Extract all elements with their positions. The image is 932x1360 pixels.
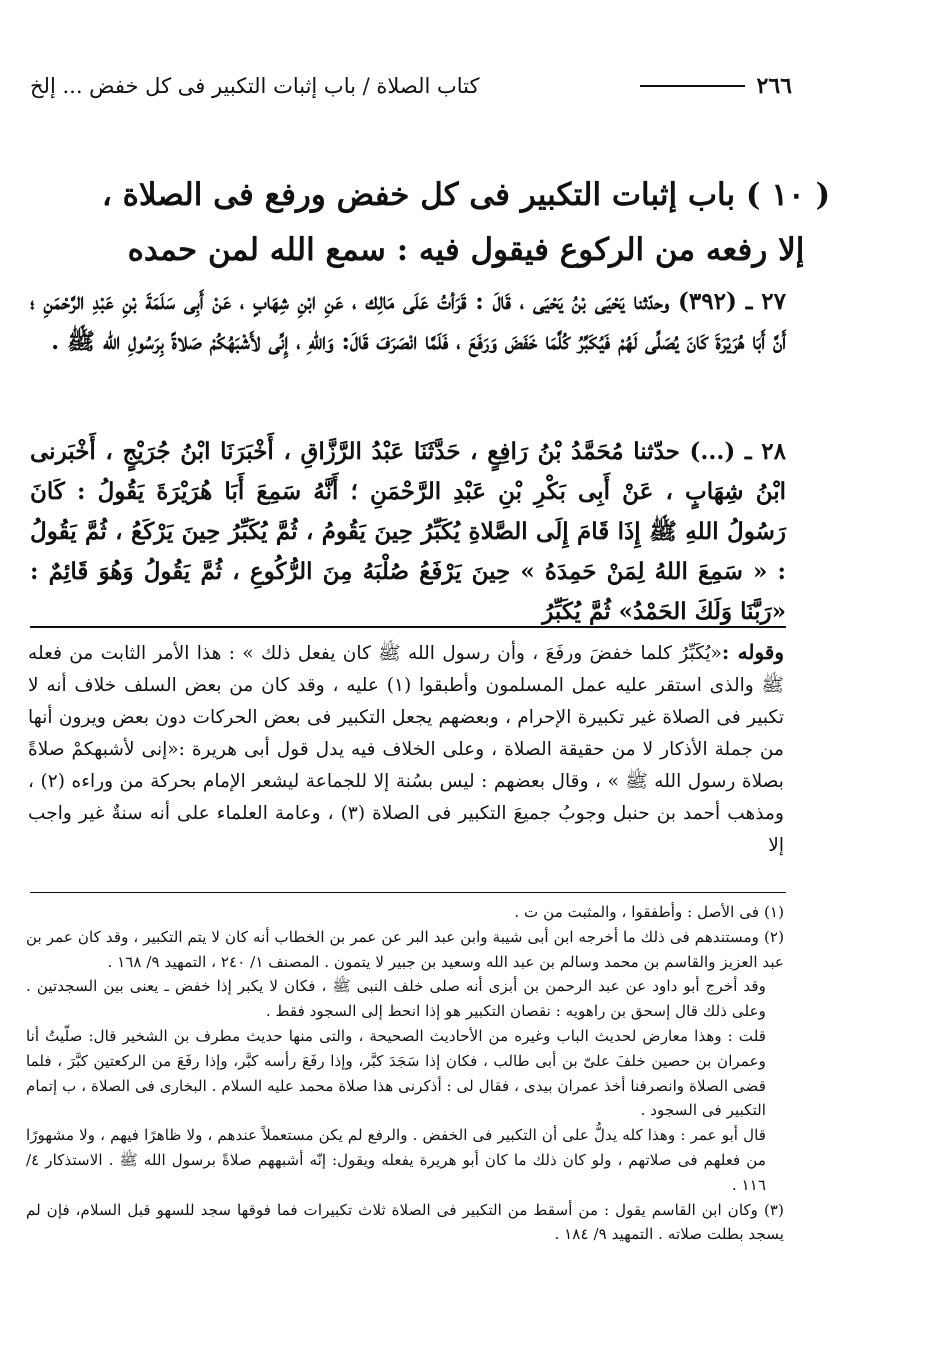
- text-separator-rule: [30, 626, 786, 628]
- footnote-2-continuation-a: وقد أخرج أبو داود عن عبد الرحمن بن أبزى أنه صلى خلف النبى ﷺ ، فكان لا يكبر إذا خفض ـ يعنى بين السجدتين . وعلى ذلك قال إسحق بن راهويه : نقصان التكبير هو إذا انحط إلى السجود فقط .: [26, 977, 766, 1021]
- page-number: ٢٦٦: [756, 73, 792, 99]
- running-title: كتاب الصلاة / باب إثبات التكبير فى كل خفض ... إلخ: [30, 74, 480, 98]
- footnote-3: (٣) وكان ابن القاسم يقول : من أسقط من التكبير فى الصلاة ثلاث تكبيرات فما فوقها سجد للسهو قبل السلام، فإن لم يسجد بطلت صلاته . التمهيد ٩/ ١٨٤ .: [26, 1200, 784, 1244]
- hadith-28: [30, 432, 786, 632]
- hadith-27: [30, 282, 786, 362]
- running-header: [30, 68, 792, 104]
- footnote-1: (١) فى الأصل : وأطفقوا ، والمثبت من ت .: [514, 903, 784, 921]
- commentary-text: «يُكَبِّرُ كلما خفضَ ورفَعَ ، وأن رسول الله ﷺ كان يفعل ذلك » : هذا الأمر الثابت من فعله ﷺ والذى استقر عليه عمل المسلمون وأطبقوا (١) عليه ، وقد كان من بعض السلف خلاف أنه لا تكبير فى الصلاة غير تكبيرة الإحرام ، وبعضهم يجعل التكبير فى بعض الحركات دون بعض ويرون أنها من جملة الأذكار لا من حقيقة الصلاة ، وعلى الخلاف فيه يدل قول أبى هريرة :«إنى لأشبهكمْ صلاةً بصلاة رسول الله ﷺ » ، وقال بعضهم : ليس بسُنة إلا للجماعة ليشعر الإمام بحركة من وراءه (٢) ، ومذهب أحمد بن حنبل وجوبُ جميعَ التكبير فى الصلاة (٣) ، وعامة العلماء على أنه سنةٌ غير واجب إلا: [28, 643, 784, 856]
- commentary: [28, 636, 784, 862]
- chapter-title-line-1: ( ١٠ ) باب إثبات التكبير فى كل خفض ورفع فى الصلاة ،: [101, 177, 831, 213]
- commentary-lead: وقوله :: [721, 640, 784, 664]
- hadith-27-text: ٢٧ ـ (٣٩٢) وحدّثنا يَحْيَى بْنُ يَحْيَى ، قَالَ : قَرَأتُ عَلَى مَالِك ، عَنِ ابْنِ شِهَابٍ ، عَنْ أَبِى سَلَمَةَ بْنِ عَبْدِ الرَّحْمَنِ ؛ أَنَّ أَبَا هُرَيْرَةَ كَانَ يُصَلِّى لَهُمْ فَيُكَبِّرُ كُلَّمَا خَفَضَ وَرَفَعَ ، فَلَمَّا انْصَرَفَ قَالَ: وَاللهِ ، إِنِّى لأَشْبَهُكُمْ صَلاةً بِرَسُولِ الله ﷺ .: [30, 288, 786, 355]
- commentary-paragraph: [28, 636, 784, 862]
- hadith-28-text: ٢٨ ـ (...) حدّثنا مُحَمَّدُ بْنُ رَافِعٍ ، حَدَّثَنَا عَبْدُ الرَّزَّاقِ ، أَخْبَرَنَا ابْنُ جُرَيْجٍ ، أَخْبَرنى ابْنُ شِهَابٍ ، عَنْ أَبِى بَكْرِ بْنِ عَبْدِ الرَّحْمَنِ ؛ أَنَّهُ سَمِعَ أَبَا هُرَيْرَةَ يَقُولُ : كَانَ رَسُولُ اللهِ ﷺ إِذَا قَامَ إِلَى الصَّلاةِ يُكَبِّرُ حِينَ يَقُومُ ، ثُمَّ يُكَبِّرُ حِينَ يَرْكَعُ ، ثُمَّ يَقُولُ : « سَمِعَ اللهُ لِمَنْ حَمِدَهُ » حِينَ يَرْفَعُ صُلْبَهُ مِنَ الرُّكُوعِ ، ثُمَّ يَقُولُ وَهُوَ قَائِمٌ : «رَبَّنَا وَلَكَ الحَمْدُ» ثُمَّ يُكَبِّرُ: [30, 438, 786, 625]
- header-rule: [640, 85, 745, 87]
- chapter-title: [70, 168, 862, 278]
- footnote-2-continuation-c: قال أبو عمر : وهذا كله يدلُّ على أن التكبير فى الخفض . والرفع لم يكن مستعملاً عندهم ، ولا ظاهرًا فيهم ، ولا مشهورًا من فعلهم فى صلاتهم ، ولو كان ذلك ما كان أبو هريرة يفعله ويقول: إنّه أشبههم صلاةً برسول الله ﷺ . الاستذكار ٤/ ١١٦ .: [26, 1126, 766, 1194]
- footnote-rule: [30, 892, 786, 893]
- footnotes: [26, 900, 784, 1247]
- chapter-title-line-2: إلا رفعه من الركوع فيقول فيه : سمع الله لمن حمده: [127, 232, 805, 268]
- footnote-2: (٢) ومستندهم فى ذلك ما أخرجه ابن أبى شيبة وابن عبد البر عن عمر بن الخطاب أنه كان لا يتم التكبير ، وقد كان عمر بن عبد العزيز والقاسم بن محمد وسالم بن عبد الله وسعيد بن جبير لا يتمون . المصنف ١/ ٢٤٠ ، التمهيد ٩/ ١٦٨ .: [26, 927, 784, 971]
- footnote-2-continuation-b: قلت : وهذا معارض لحديث الباب وغيره من الأحاديث الصحيحة ، والتى منها حديث مطرف بن الشخير قال: صلّيتُ أنا وعمران بن حصين خلفَ علىّ بن أبى طالب ، فكان إذا سَجَدَ كبَّر، وإذا رفَعَ رأسه كبَّر، وإذا رفَعَ من الركعتين كبَّرَ ، فلما قضى الصلاة وانصرفنا أخذ عمران بيدى ، فقال لى : أذكرنى هذا صلاة محمد عليه السلام . البخارى فى الصلاة ، ب إتمام التكبير فى السجود .: [26, 1026, 766, 1120]
